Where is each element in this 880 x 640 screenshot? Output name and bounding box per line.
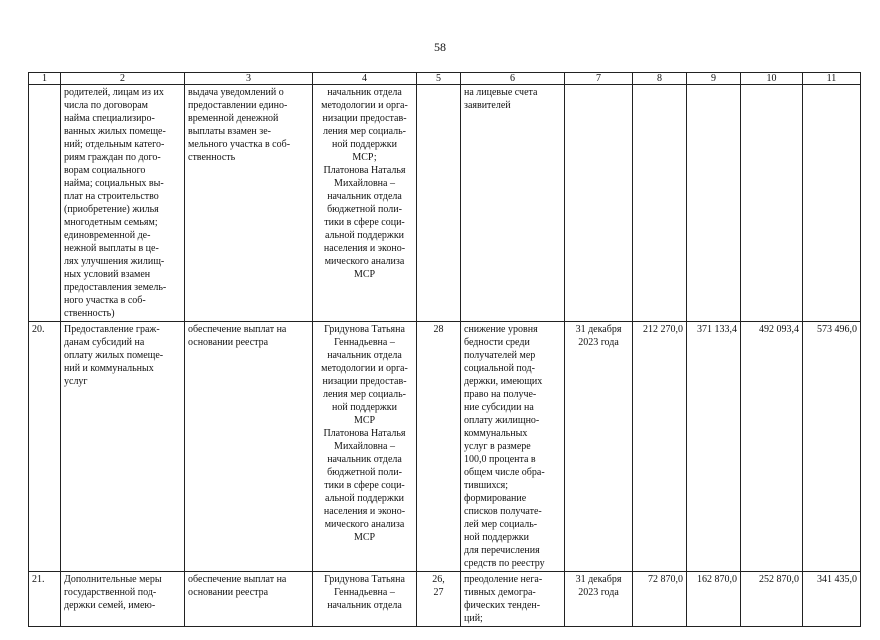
result-cell: обеспечение выплат на основании реестра [185, 322, 313, 572]
responsible-cell: начальник отдела методологии и орга- низации предостав- ления мер социаль- ной поддержки МСР; Платонова Наталья Михайловна – начальник отдела бюджетной поли- тики в сфере соци- альной поддержки населения и эконо- мического анализа МСР [313, 85, 417, 322]
result-cell: обеспечение выплат на основании реестра [185, 572, 313, 627]
row-number: 21. [29, 572, 61, 627]
table-row [29, 322, 861, 572]
page-number: 58 [434, 40, 446, 54]
value-cell: 212 270,0 [633, 322, 687, 572]
value-cell: 72 870,0 [633, 572, 687, 627]
measures-table [28, 72, 861, 627]
column-header: 3 [185, 73, 313, 85]
result-cell: выдача уведомлений о предоставлении едино- временной денежной выплаты взамен зе- мельного участка в соб- ственность [185, 85, 313, 322]
value-cell: 573 496,0 [803, 322, 861, 572]
goal-ref-cell: 28 [417, 322, 461, 572]
goal-ref-cell: 26, 27 [417, 572, 461, 627]
value-cell: 341 435,0 [803, 572, 861, 627]
deadline-cell [565, 85, 633, 322]
value-cell: 252 870,0 [741, 572, 803, 627]
column-header: 9 [687, 73, 741, 85]
deadline-cell: 31 декабря 2023 года [565, 322, 633, 572]
responsible-cell: Гридунова Татьяна Геннадьевна – начальник отдела [313, 572, 417, 627]
value-cell: 492 093,4 [741, 322, 803, 572]
column-header-row [29, 73, 861, 85]
column-header: 1 [29, 73, 61, 85]
table-row [29, 85, 861, 322]
column-header: 5 [417, 73, 461, 85]
value-cell [633, 85, 687, 322]
column-header: 7 [565, 73, 633, 85]
value-cell [741, 85, 803, 322]
row-number: 20. [29, 322, 61, 572]
value-cell [803, 85, 861, 322]
table-row [29, 572, 861, 627]
row-number [29, 85, 61, 322]
column-header: 4 [313, 73, 417, 85]
deadline-cell: 31 декабря 2023 года [565, 572, 633, 627]
indicator-cell: снижение уровня бедности среди получателей мер социальной под- держки, имеющих право на получе- ние субсидии на оплату жилищно- коммунальных услуг в размере 100,0 процента в общем числе обра- тившихся; формирование списков получате- лей мер социаль- ной поддержки для перечисления средств по реестру [461, 322, 565, 572]
indicator-cell: на лицевые счета заявителей [461, 85, 565, 322]
responsible-cell: Гридунова Татьяна Геннадьевна – начальник отдела методологии и орга- низации предостав- ления мер социаль- ной поддержки МСР Платонова Наталья Михайловна – начальник отдела бюджетной поли- тики в сфере соци- альной поддержки населения и эконо- мического анализа МСР [313, 322, 417, 572]
column-header: 10 [741, 73, 803, 85]
column-header: 8 [633, 73, 687, 85]
measure-cell: родителей, лицам из их числа по договорам найма специализиро- ванных жилых помеще- ний; отдельным катего- риям граждан по дого- ворам социального найма; социальных вы- плат на строительство (приобретение) жилья многодетным семьям; единовременной де- нежной выплаты в це- лях улучшения жилищ- ных условий взамен предоставления земель- ного участка в соб- ственность) [61, 85, 185, 322]
value-cell: 162 870,0 [687, 572, 741, 627]
value-cell: 371 133,4 [687, 322, 741, 572]
indicator-cell: преодоление нега- тивных демогра- фических тенден- ций; [461, 572, 565, 627]
column-header: 2 [61, 73, 185, 85]
column-header: 6 [461, 73, 565, 85]
value-cell [687, 85, 741, 322]
goal-ref-cell [417, 85, 461, 322]
measure-cell: Дополнительные меры государственной под- держки семей, имею- [61, 572, 185, 627]
column-header: 11 [803, 73, 861, 85]
measure-cell: Предоставление граж- данам субсидий на оплату жилых помеще- ний и коммунальных услуг [61, 322, 185, 572]
